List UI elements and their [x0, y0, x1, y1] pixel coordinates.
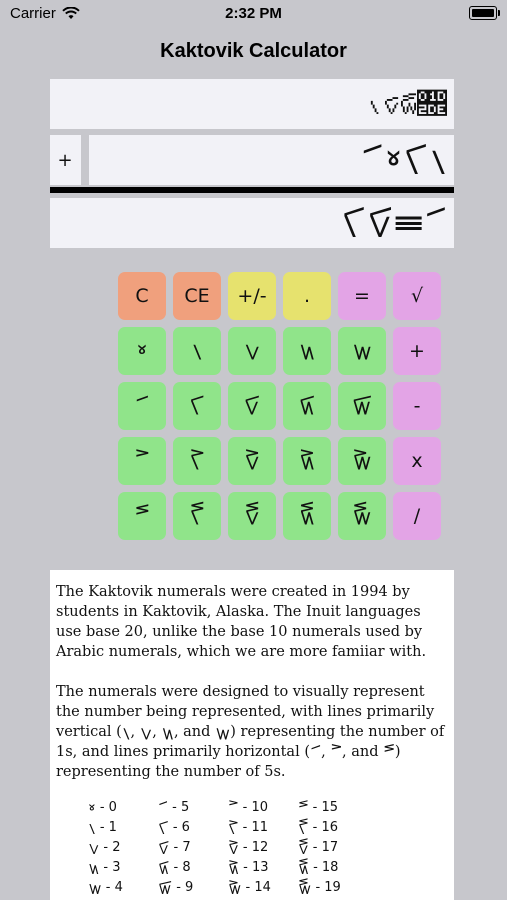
numeral-entry: 𝋇 - 7 — [158, 840, 191, 855]
status-bar — [0, 0, 507, 28]
numeral-entry: 𝋉 - 9 — [158, 880, 194, 895]
info-paragraph-2: The numerals were designed to visually represent the number being represented, with lines primarily vertical (𝋁, 𝋂, 𝋃, and 𝋄) representing the number of 1s, and lines primarily horizontal (𝋅, 𝋊, and 𝋏) representing the number of 5s. — [56, 684, 445, 780]
numeral-entry: 𝋀 - 0 — [88, 800, 117, 815]
operand2-display — [89, 135, 454, 185]
key-r4-c0[interactable]: 𝋏 — [118, 492, 166, 540]
key-r4-c5[interactable]: / — [393, 492, 441, 540]
numeral-entry: 𝋌 - 12 — [228, 840, 269, 855]
key-r3-c5[interactable]: x — [393, 437, 441, 485]
numeral-column — [228, 798, 308, 898]
key-r0-c2[interactable]: +/- — [228, 272, 276, 320]
numeral-entry: 𝋓 - 19 — [298, 880, 341, 895]
key-r2-c0[interactable]: 𝋅 — [118, 382, 166, 430]
key-r1-c4[interactable]: 𝋄 — [338, 327, 386, 375]
numeral-entry: 𝋃 - 3 — [88, 860, 121, 875]
key-r3-c3[interactable]: 𝋍 — [283, 437, 331, 485]
key-r4-c1[interactable]: 𝋐 — [173, 492, 221, 540]
numeral-entry: 𝋊 - 10 — [228, 800, 269, 815]
battery-icon — [469, 6, 497, 20]
key-r0-c1[interactable]: CE — [173, 272, 221, 320]
key-r0-c0[interactable]: C — [118, 272, 166, 320]
key-r1-c2[interactable]: 𝋂 — [228, 327, 276, 375]
key-r1-c1[interactable]: 𝋁 — [173, 327, 221, 375]
numeral-entry: 𝋐 - 16 — [298, 820, 339, 835]
info-paragraph-1: The Kaktovik numerals were created in 1994 by students in Kaktovik, Alaska. The Inuit languages use base 20, unlike the base 10 numerals used by Arabic numerals, which we are more famiiar with. — [56, 584, 427, 660]
numeral-column — [298, 798, 378, 898]
page-title: Kaktovik Calculator — [160, 40, 347, 62]
key-r0-c4[interactable]: = — [338, 272, 386, 320]
result-display — [50, 198, 454, 248]
key-r0-c5[interactable]: √ — [393, 272, 441, 320]
key-r1-c0[interactable]: 𝋀 — [118, 327, 166, 375]
key-r3-c4[interactable]: 𝋎 — [338, 437, 386, 485]
numeral-entry: 𝋈 - 8 — [158, 860, 191, 875]
operator-value: + — [57, 149, 74, 171]
numeral-entry: 𝋍 - 13 — [228, 860, 269, 875]
keypad — [118, 272, 442, 542]
numeral-entry: 𝋋 - 11 — [228, 820, 269, 835]
result-divider — [50, 187, 454, 193]
operand1-value: 𝋁𝋇𝋓𝋞 — [369, 86, 448, 122]
key-r3-c2[interactable]: 𝋌 — [228, 437, 276, 485]
numeral-entry: 𝋆 - 6 — [158, 820, 190, 835]
numeral-entry: 𝋁 - 1 — [88, 820, 117, 835]
key-r4-c4[interactable]: 𝋓 — [338, 492, 386, 540]
key-r2-c3[interactable]: 𝋈 — [283, 382, 331, 430]
key-r2-c1[interactable]: 𝋆 — [173, 382, 221, 430]
operator-display — [50, 135, 81, 185]
key-r2-c2[interactable]: 𝋇 — [228, 382, 276, 430]
carrier-label: Carrier — [10, 5, 56, 22]
info-panel — [50, 570, 454, 900]
key-r4-c2[interactable]: 𝋑 — [228, 492, 276, 540]
numeral-entry: 𝋏 - 15 — [298, 800, 339, 815]
numeral-entry: 𝋎 - 14 — [228, 880, 271, 895]
numeral-entry: 𝋄 - 4 — [88, 880, 123, 895]
numeral-column — [158, 798, 238, 898]
key-r0-c3[interactable]: . — [283, 272, 331, 320]
numeral-entry: 𝋅 - 5 — [158, 800, 190, 815]
key-r3-c1[interactable]: 𝋋 — [173, 437, 221, 485]
key-r2-c4[interactable]: 𝋉 — [338, 382, 386, 430]
result-value: 𝋆𝋇𝋯𝋅 — [341, 202, 448, 238]
operand1-display — [50, 79, 454, 129]
numeral-entry: 𝋒 - 18 — [298, 860, 339, 875]
key-r4-c3[interactable]: 𝋒 — [283, 492, 331, 540]
key-r1-c5[interactable]: + — [393, 327, 441, 375]
numeral-entry: 𝋑 - 17 — [298, 840, 339, 855]
operand2-value: 𝋅𝋀𝋆𝋁 — [360, 139, 448, 175]
status-time: 2:32 PM — [225, 5, 282, 22]
key-r2-c5[interactable]: - — [393, 382, 441, 430]
numeral-entry: 𝋂 - 2 — [88, 840, 121, 855]
numeral-column — [88, 798, 168, 898]
key-r1-c3[interactable]: 𝋃 — [283, 327, 331, 375]
key-r3-c0[interactable]: 𝋊 — [118, 437, 166, 485]
